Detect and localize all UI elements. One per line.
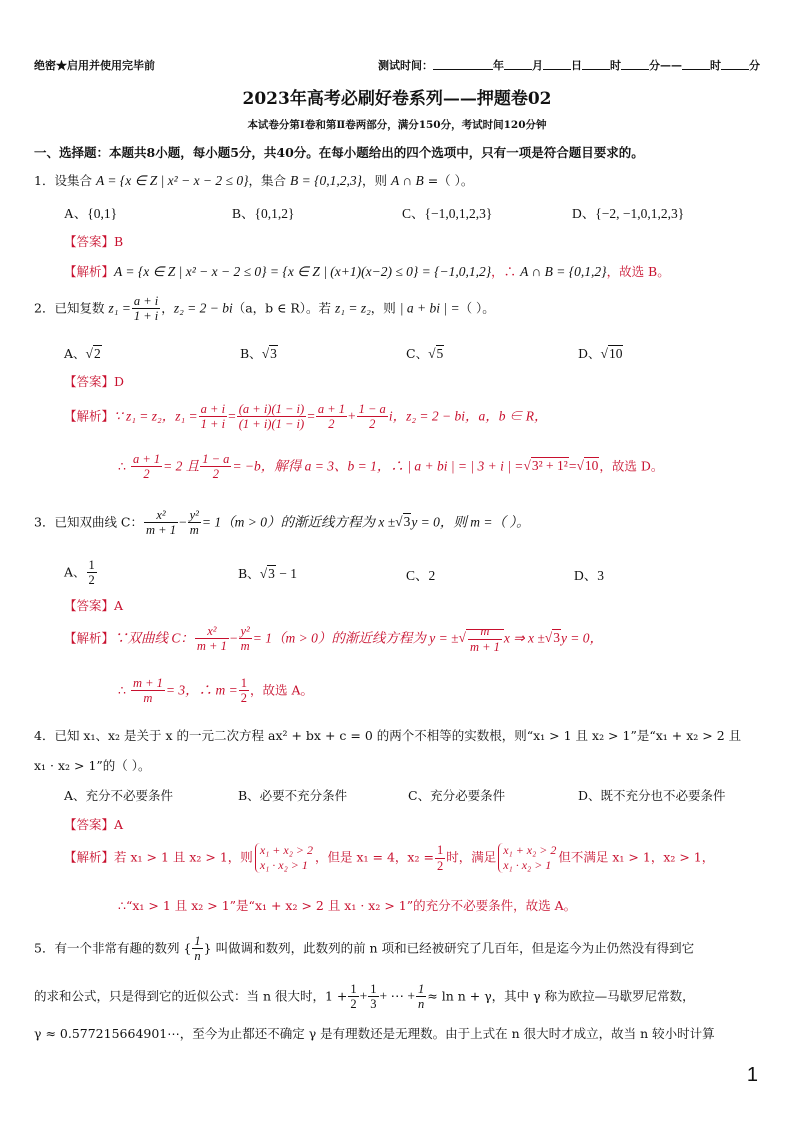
q2-option-d <box>578 344 623 362</box>
fraction-numerator: 1 <box>194 934 201 948</box>
q1-analysis-math: A ∩ B = {0,1,2} <box>520 264 607 279</box>
q3-analysis-line-1 <box>64 624 603 654</box>
option-letter: B、 <box>238 566 260 581</box>
q2-text: ，则 <box>370 300 400 316</box>
fraction <box>237 402 306 432</box>
fraction-denominator: 2 <box>350 997 357 1012</box>
sqrt-symbol: √3 <box>544 630 560 646</box>
analysis-math: x ⇒ x ± <box>503 630 545 646</box>
year-blank <box>433 59 493 70</box>
fraction <box>316 402 347 432</box>
answer-label: 【答案】 <box>64 598 115 613</box>
analysis-math: z₂ = 2 − bi， <box>406 408 479 424</box>
q3-text: = 1（m > 0）的渐近线方程为 x ± <box>201 514 396 530</box>
option-letter: A、 <box>64 346 86 361</box>
plus: + <box>359 988 368 1004</box>
q2-fraction <box>132 294 160 324</box>
q5-text: 5．有一个非常有趣的数列 { <box>34 940 192 956</box>
option-letter: D、 <box>578 346 601 361</box>
confidential-mark: 绝密★启用并使用完毕前 <box>34 59 155 72</box>
sqrt-symbol: √2 <box>85 346 101 361</box>
q1-analysis-math: A = {x ∈ Z | x² − x − 2 ≤ 0} = {x ∈ Z | (x+1)(x−2) ≤ 0} = {−1,0,1,2} <box>114 264 492 279</box>
fraction-denominator: n <box>418 997 425 1012</box>
analysis-math: = −b，解得 a = 3、b = 1，∴ | a + bi | = | 3 + i | = <box>232 458 524 474</box>
fraction-numerator: 1 <box>240 676 248 690</box>
radicand: 3² + 1² <box>531 458 568 474</box>
radicand: 10 <box>584 458 599 474</box>
radicand <box>466 624 504 654</box>
q2-text: 2．已知复数 <box>34 300 109 316</box>
q2-option-b <box>240 344 278 362</box>
minute2-blank <box>721 59 749 70</box>
q2-analysis-line-2 <box>118 452 663 482</box>
question-1-stem <box>34 171 473 189</box>
fraction-denominator: (1 + i)(1 − i) <box>238 417 305 432</box>
fraction <box>416 982 426 1012</box>
q1-text: ，集合 <box>248 173 290 188</box>
q2-answer <box>64 372 124 390</box>
fraction-denominator: 2 <box>328 417 335 432</box>
sqrt-symbol: √10 <box>576 458 599 474</box>
q3-option-d: D、3 <box>574 568 604 583</box>
sqrt-symbol: √3² + 1² <box>523 458 568 474</box>
fraction-numerator: a + 1 <box>317 402 345 416</box>
q3-text: 3．已知双曲线 C： <box>34 514 143 530</box>
q3-option-b <box>238 564 297 582</box>
q1-set-b: B = {0,1,2,3} <box>289 173 362 188</box>
option-letter: A、 <box>64 564 86 580</box>
q2-math: z₁ = z₂ <box>335 300 371 316</box>
q5-text: 的求和公式，只是得到它的近似公式：当 n 很大时，1 + <box>34 988 348 1004</box>
fraction <box>195 624 229 654</box>
section-heading: 一、选择题：本题共8小题，每小题5分，共40分。在每小题给出的四个选项中，只有一项是符合题目要求的。 <box>34 145 644 160</box>
q1-option-c: C、{−1,0,1,2,3} <box>402 206 493 221</box>
minute-label: 分 <box>649 59 660 72</box>
q1-text: ，则 <box>362 173 391 188</box>
q4-option-c: C、充分必要条件 <box>408 788 506 803</box>
fraction-denominator: 2 <box>436 858 444 873</box>
sqrt-symbol: √3 <box>395 514 411 530</box>
q1-option-d: D、{−2, −1,0,1,2,3} <box>572 206 685 221</box>
fraction-denominator: m <box>143 691 153 706</box>
day-label: 日 <box>571 59 582 72</box>
q3-option-c: C、2 <box>406 568 436 583</box>
hour2-label: 时 <box>710 59 721 72</box>
analysis-label: 【解析】 <box>64 408 115 424</box>
dash: —— <box>660 59 682 72</box>
sqrt-symbol: √5 <box>428 346 444 361</box>
system-brace <box>498 843 556 873</box>
fraction-numerator: 1 − a <box>358 402 386 416</box>
fraction-denominator: m + 1 <box>469 639 500 654</box>
q3-text: y = 0，则 m =（ ）。 <box>411 514 530 530</box>
fraction <box>435 843 445 873</box>
radicand: 5 <box>436 346 444 361</box>
q2-math: z₂ = 2 − bi <box>173 300 233 316</box>
answer-value: A <box>114 598 124 613</box>
fraction-denominator: 2 <box>88 573 95 588</box>
hour-label: 时 <box>610 59 621 72</box>
q2-option-c <box>406 344 444 362</box>
fraction-numerator: 1 <box>350 982 357 996</box>
fraction <box>357 402 388 432</box>
fraction <box>87 558 97 588</box>
fraction-numerator: y² <box>240 624 250 638</box>
exam-title: 2023年高考必刷好卷系列——押题卷02 <box>242 89 552 109</box>
q4-answer <box>64 815 123 833</box>
answer-label: 【答案】 <box>64 817 115 832</box>
fraction-numerator: 1 <box>436 843 444 858</box>
fraction <box>348 982 358 1012</box>
analysis-text: 若 x₁ > 1 且 x₂ > 1，则 <box>114 849 253 865</box>
system-line: x₁ + x₂ > 2 <box>503 843 557 857</box>
question-4-line-1: 4．已知 x₁、x₂ 是关于 x 的一元二次方程 ax² + bx + c = 0 的两个不相等的实数根，则“x₁ > 1 且 x₂ > 1”是“x₁ + x₂ > 2 且 <box>34 728 742 743</box>
system-line: x₁ · x₂ > 1 <box>259 858 308 872</box>
q1-set-a: A = {x ∈ Z | x² − x − 2 ≤ 0} <box>95 173 249 188</box>
analysis-math: = 2 且 <box>163 458 200 474</box>
fraction-denominator: n <box>194 949 201 964</box>
sqrt-symbol: √3 <box>259 566 275 581</box>
fraction <box>468 624 502 654</box>
q1-analysis-text: ，∴ <box>491 264 521 279</box>
fraction-numerator: x² <box>144 508 178 523</box>
fraction-denominator: m + 1 <box>146 523 176 538</box>
minute2-label: 分 <box>749 59 760 72</box>
fraction <box>239 676 249 706</box>
q5-text: ≈ ln n + γ，其中 γ 称为欧拉—马歇罗尼常数， <box>427 988 695 1004</box>
fraction-numerator: y² <box>189 508 199 522</box>
answer-value: A <box>114 817 124 832</box>
fraction-numerator: m <box>468 624 502 639</box>
q4-analysis-line-2: ∴“x₁ > 1 且 x₂ > 1”是“x₁ + x₂ > 2 且 x₁ · x₂ > 1”的充分不必要条件，故选 A。 <box>118 898 577 913</box>
fraction-denominator: 2 <box>212 467 219 482</box>
fraction <box>239 624 252 654</box>
day-blank <box>543 59 571 70</box>
q5-text: } 叫做调和数列，此数列的前 n 项和已经被研究了几百年，但是迄今为止仍然没有得到它 <box>203 940 695 956</box>
q2-option-a <box>64 344 102 362</box>
fraction-numerator: 1 <box>418 982 425 996</box>
analysis-label: 【解析】 <box>64 849 115 865</box>
analysis-math: y = 0， <box>560 630 604 646</box>
q1-option-a: A、{0,1} <box>64 206 118 221</box>
q1-analysis <box>64 262 670 280</box>
q4-option-b: B、必要不充分条件 <box>238 788 348 803</box>
system-brace <box>255 843 313 873</box>
option-letter: B、 <box>240 346 262 361</box>
analysis-math: z₁ = <box>175 408 198 424</box>
q1-answer <box>64 232 123 250</box>
minus: − <box>178 514 187 530</box>
radicand: 3 <box>403 514 411 530</box>
analysis-text: ，故选 A。 <box>250 682 314 698</box>
analysis-math: = 1（m > 0）的渐近线方程为 y = ± <box>252 630 459 646</box>
q2-text: ， <box>161 300 174 316</box>
answer-label: 【答案】 <box>64 374 115 389</box>
option-letter: C、 <box>406 346 429 361</box>
fraction <box>131 452 162 482</box>
fraction <box>144 508 178 538</box>
q1-text: 1．设集合 <box>34 173 96 188</box>
q3-answer <box>64 596 123 614</box>
q1-text: =（ ）。 <box>423 173 474 188</box>
q2-text: （ ）。 <box>459 300 495 316</box>
test-time-label: 测试时间： <box>378 59 433 72</box>
answer-label: 【答案】 <box>64 234 115 249</box>
fraction <box>368 982 378 1012</box>
month-label: 月 <box>532 59 543 72</box>
q4-option-a: A、充分不必要条件 <box>64 788 174 803</box>
answer-value: D <box>114 374 125 389</box>
radicand: 3 <box>553 630 560 646</box>
q2-text: （a，b ∈ R）。若 <box>232 300 336 316</box>
q2-math: z₁ = <box>108 300 131 316</box>
fraction-denominator: 2 <box>369 417 376 432</box>
radicand: 2 <box>93 346 101 361</box>
analysis-label: 【解析】 <box>64 264 115 279</box>
q1-expr: A ∩ B <box>390 173 424 188</box>
system-line: x₁ + x₂ > 2 <box>259 843 314 857</box>
q3-option-a <box>64 558 98 588</box>
hour-blank <box>582 59 610 70</box>
exam-subtitle: 本试卷分第Ⅰ卷和第Ⅱ卷两部分，满分150分，考试时间120分钟 <box>247 119 547 131</box>
fraction <box>192 934 202 964</box>
fraction-numerator: a + i <box>200 402 226 416</box>
minute-blank <box>621 59 649 70</box>
option-text: − 1 <box>275 566 297 581</box>
analysis-math: a，b ∈ R， <box>478 408 548 424</box>
page-header <box>34 57 760 73</box>
fraction-numerator: m + 1 <box>132 676 163 690</box>
question-2-stem <box>34 294 495 324</box>
fraction <box>199 402 227 432</box>
minus: − <box>229 630 238 646</box>
q2-analysis-line-1 <box>64 402 548 432</box>
fraction-numerator: a + i <box>133 294 159 308</box>
fraction-numerator: a + 1 <box>132 452 161 466</box>
q1-analysis-text: ，故选 B。 <box>606 264 670 279</box>
radicand: 3 <box>270 346 277 361</box>
hour2-blank <box>682 59 710 70</box>
q4-option-d: D、既不充分也不必要条件 <box>578 788 726 803</box>
analysis-math: = 3，∴ m = <box>165 682 238 698</box>
q4-analysis-line-1 <box>64 843 714 873</box>
question-5-line-2 <box>34 982 695 1012</box>
q2-math: | a + bi | = <box>399 300 460 316</box>
fraction-denominator: 2 <box>240 691 248 706</box>
radicand: 3 <box>268 566 275 581</box>
analysis-text: 但不满足 x₁ > 1，x₂ > 1， <box>558 849 715 865</box>
fraction-denominator: m + 1 <box>196 639 227 654</box>
fraction-denominator: 1 + i <box>200 417 226 432</box>
question-4-line-2: x₁ · x₂ > 1”的（ ）。 <box>34 758 151 773</box>
therefore: ∴ <box>118 682 130 698</box>
fraction-numerator: x² <box>195 624 229 639</box>
q3-analysis-line-2 <box>118 676 313 706</box>
answer-value: B <box>114 234 124 249</box>
month-blank <box>504 59 532 70</box>
radicand: 10 <box>608 346 623 361</box>
fraction <box>131 676 165 706</box>
fraction-denominator: 1 + i <box>133 309 159 324</box>
question-5-line-1 <box>34 934 694 964</box>
analysis-math: i， <box>388 408 407 424</box>
sqrt-symbol: √3 <box>261 346 277 361</box>
equals: = <box>568 458 577 474</box>
sqrt-symbol: √10 <box>600 346 623 361</box>
fraction-numerator: (a + i)(1 − i) <box>238 402 305 416</box>
plus: + ⋯ + <box>379 988 416 1004</box>
fraction-denominator: m <box>189 523 199 538</box>
equals: = <box>307 408 315 424</box>
analysis-text: 时，满足 <box>446 849 497 865</box>
system-line: x₁ · x₂ > 1 <box>503 858 552 872</box>
therefore: ∴ <box>118 458 130 474</box>
analysis-math: ∵双曲线 C： <box>114 630 194 646</box>
fraction <box>200 452 231 482</box>
fraction <box>188 508 201 538</box>
fraction-denominator: 3 <box>370 997 377 1012</box>
fraction-numerator: 1 <box>370 982 377 996</box>
equals: = <box>228 408 236 424</box>
question-5-line-3: γ ≈ 0.577215664901⋯，至今为止都还不确定 γ 是有理数还是无理数。由于上式在 n 很大时才成立，故当 n 较小时计算 <box>34 1026 715 1041</box>
q1-option-b: B、{0,1,2} <box>232 206 295 221</box>
test-time-line <box>378 57 760 73</box>
plus: + <box>348 408 356 424</box>
analysis-text: ，但是 x₁ = 4，x₂ = <box>315 849 434 865</box>
analysis-label: 【解析】 <box>64 630 115 646</box>
fraction-denominator: m <box>240 639 250 654</box>
fraction-numerator: 1 <box>88 558 95 572</box>
sqrt-symbol: √ $\frac{m}{m + 1}$ <box>459 624 504 654</box>
fraction-denominator: 2 <box>143 467 150 482</box>
analysis-text: ，故选 D。 <box>599 458 664 474</box>
question-3-stem <box>34 508 530 538</box>
analysis-math: ∵ z₁ = z₂， <box>114 408 176 424</box>
page-number: 1 <box>746 1064 758 1086</box>
year-label: 年 <box>493 59 504 72</box>
fraction-numerator: 1 − a <box>202 452 230 466</box>
